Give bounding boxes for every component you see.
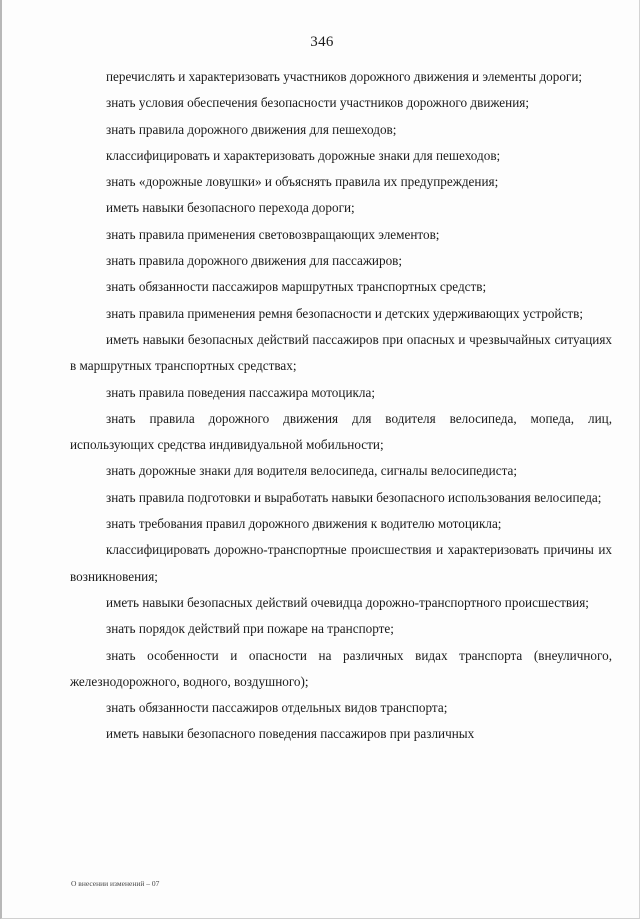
paragraph: знать правила применения световозвращающих элементов; [106, 226, 440, 242]
paragraph: знать порядок действий при пожаре на транспорте; [106, 621, 394, 637]
paragraph: перечислять и характеризовать участников дорожного движения и элементы дороги; [106, 69, 583, 84]
paragraph: знать особенности и опасности на различных видах транспорта (внеуличного, железнодорожного, водного, воздушного); [70, 647, 612, 689]
paragraph: знать правила поведения пассажира мотоцикла; [106, 384, 376, 400]
paragraph: знать дорожные знаки для водителя велосипеда, сигналы велосипедиста; [106, 463, 518, 479]
paragraph: знать правила дорожного движения для пешеходов; [106, 121, 397, 137]
paragraph: знать правила дорожного движения для водителя велосипеда, мопеда, лиц, использующих средства индивидуальной мобильности; [70, 410, 612, 453]
paragraph: знать правила дорожного движения для пассажиров; [106, 253, 403, 269]
body-text [70, 64, 612, 748]
paragraph: знать требования правил дорожного движения к водителю мотоцикла; [106, 516, 502, 532]
paragraph: знать условия обеспечения безопасности участников дорожного движения; [106, 95, 530, 111]
paragraph: классифицировать и характеризовать дорожные знаки для пешеходов; [106, 147, 501, 163]
paragraph: знать «дорожные ловушки» и объяснять правила их предупреждения; [106, 174, 499, 190]
paragraph: знать обязанности пассажиров маршрутных транспортных средств; [106, 279, 487, 295]
paragraph: иметь навыки безопасных действий очевидца дорожно-транспортного происшествия; [106, 594, 589, 610]
paragraph: знать правила подготовки и выработать навыки безопасного использования велосипеда; [106, 489, 602, 505]
paragraph: знать обязанности пассажиров отдельных видов транспорта; [106, 700, 448, 716]
footer-note: О внесении изменений – 07 [71, 879, 160, 888]
page-number: 346 [310, 34, 334, 50]
paragraph: классифицировать дорожно-транспортные происшествия и характеризовать причины их возникновения; [70, 542, 612, 584]
paragraph: иметь навыки безопасного перехода дороги; [106, 200, 355, 216]
paragraph: иметь навыки безопасных действий пассажиров при опасных и чрезвычайных ситуациях в маршрутных транспортных средствах; [70, 331, 612, 374]
paragraph: иметь навыки безопасного поведения пассажиров при различных [106, 726, 475, 742]
paragraph: знать правила применения ремня безопасности и детских удерживающих устройств; [106, 305, 583, 321]
